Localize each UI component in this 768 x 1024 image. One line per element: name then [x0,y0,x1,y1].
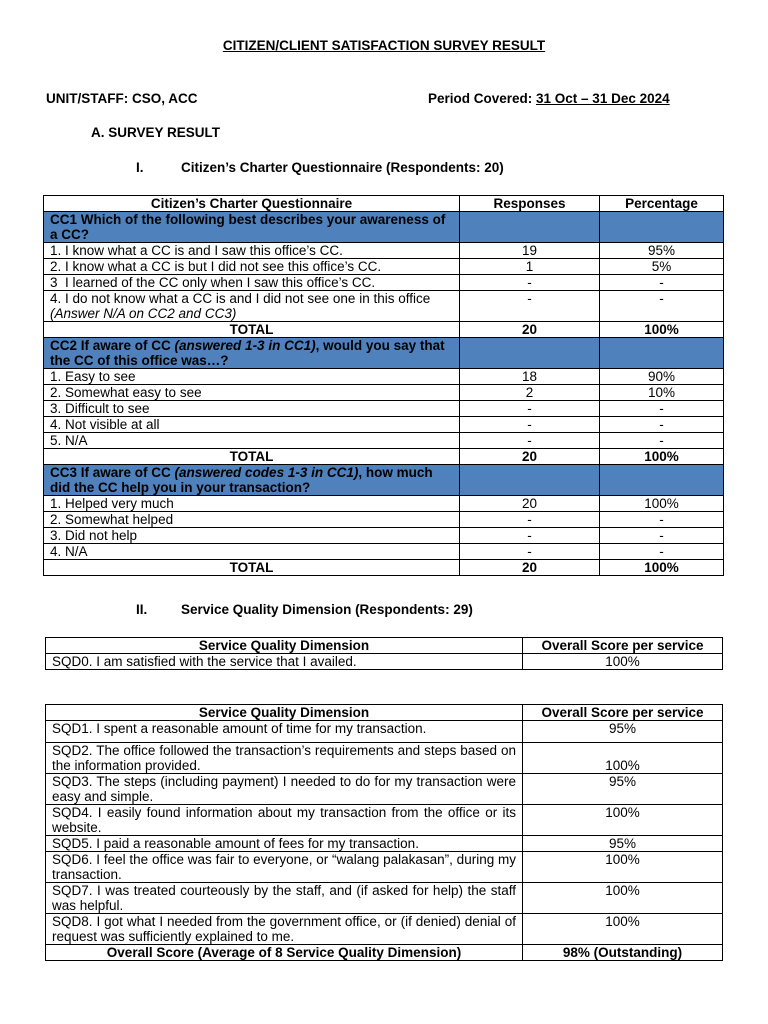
table-row [44,417,724,433]
cc2-q-italic: (answered 1-3 in CC1) [174,338,316,353]
cc3-total-row [44,560,724,576]
total-label: TOTAL [44,322,460,338]
row-percentage: 5% [600,259,724,275]
row-label: SQD1. I spent a reasonable amount of time for my transaction. [46,721,523,743]
cc2-question-row [44,338,724,369]
row-score: 95% [523,836,723,852]
page-title: CITIZEN/CLIENT SATISFACTION SURVEY RESULT [222,38,546,53]
row-percentage: 90% [600,369,724,385]
cc2-total-row [44,449,724,465]
table-row [44,512,724,528]
period-label: Period Covered: [428,91,537,106]
total-responses: 20 [460,322,600,338]
cc3-q-pre: CC3 If aware of CC [50,465,175,480]
row-responses: 2 [460,385,600,401]
row-label: SQD0. I am satisfied with the service that I availed. [46,654,523,670]
row-label: SQD2. The office followed the transaction’s requirements and steps based on the information provided. [46,743,523,774]
row-responses: - [460,291,600,322]
table-row [46,743,723,774]
table-row [44,243,724,259]
cc1-question: CC1 Which of the following best describes your awareness of a CC? [44,212,460,243]
table-row [46,805,723,836]
table-row [44,496,724,512]
row-responses: 1 [460,259,600,275]
table-row [44,385,724,401]
row-score: 100% [523,654,723,670]
part1-number: I. [136,160,144,175]
row-score: 100% [523,852,723,883]
row-percentage: - [600,544,724,560]
row-score: 100% [523,914,723,945]
row-percentage: - [600,512,724,528]
row-label-text: 4. I do not know what a CC is and I did not see one in this office [50,291,431,306]
part1-title: Citizen’s Charter Questionnaire (Respondents: 20) [181,160,504,175]
row-label: 2. Somewhat helped [44,512,460,528]
row-label: SQD7. I was treated courteously by the staff, and (if asked for help) the staff was helpful. [46,883,523,914]
row-responses: 19 [460,243,600,259]
unit-staff: UNIT/STAFF: CSO, ACC [46,91,198,106]
row-responses: - [460,544,600,560]
table-header-row [46,705,723,721]
table-row [46,883,723,914]
cc2-q-post: , would you say that the CC of this office was…? [50,338,445,368]
overall-label: Overall Score (Average of 8 Service Quality Dimension) [46,945,523,961]
table-row [44,433,724,449]
header-percentage: Percentage [600,196,724,212]
cc2-q-pre: CC2 If aware of CC [50,338,175,353]
row-percentage: - [600,275,724,291]
sqd-table [45,704,723,961]
row-label: 3. Difficult to see [44,401,460,417]
table-row [44,369,724,385]
total-percentage: 100% [600,322,724,338]
table-row [46,654,723,670]
total-percentage: 100% [600,449,724,465]
row-score: 95% [523,774,723,805]
cc3-q-post: , how much did the CC help you in your transaction? [50,465,433,495]
table-row [44,275,724,291]
cc3-question [44,465,460,496]
section-a-heading: A. SURVEY RESULT [91,125,221,140]
row-label: 4. Not visible at all [44,417,460,433]
row-label: 1. I know what a CC is and I saw this office’s CC. [44,243,460,259]
period-covered [428,91,670,106]
row-label: SQD4. I easily found information about my transaction from the office or its website. [46,805,523,836]
header-sqd: Service Quality Dimension [46,705,523,721]
row-responses: - [460,528,600,544]
row-responses: - [460,401,600,417]
cc3-q-italic: (answered codes 1-3 in CC1) [174,465,359,480]
total-responses: 20 [460,449,600,465]
header-responses: Responses [460,196,600,212]
row-label: 2. I know what a CC is but I did not see this office’s CC. [44,259,460,275]
total-percentage: 100% [600,560,724,576]
row-label: 4. N/A [44,544,460,560]
total-label: TOTAL [44,560,460,576]
header-questionnaire: Citizen’s Charter Questionnaire [44,196,460,212]
row-responses: 20 [460,496,600,512]
part2-title: Service Quality Dimension (Respondents: 29) [181,602,473,617]
sqd0-table [45,637,723,670]
table-row [46,914,723,945]
part2-heading [136,602,473,617]
table-row [46,774,723,805]
table-row [44,544,724,560]
row-percentage: - [600,433,724,449]
cc1-question-row [44,212,724,243]
row-percentage: - [600,291,724,322]
row-label: 5. N/A [44,433,460,449]
table-row [46,836,723,852]
row-label: 3. Did not help [44,528,460,544]
row-percentage: - [600,401,724,417]
total-label: TOTAL [44,449,460,465]
row-label: SQD5. I paid a reasonable amount of fees for my transaction. [46,836,523,852]
row-percentage: 95% [600,243,724,259]
row-percentage: 10% [600,385,724,401]
overall-score: 98% (Outstanding) [523,945,723,961]
row-label: SQD8. I got what I needed from the government office, or (if denied) denial of request was sufficiently explained to me. [46,914,523,945]
table-row [44,291,724,322]
table-row [44,528,724,544]
row-label: SQD3. The steps (including payment) I needed to do for my transaction were easy and simple. [46,774,523,805]
header-sqd: Service Quality Dimension [46,638,523,654]
header-score: Overall Score per service [523,638,723,654]
table-row [46,852,723,883]
cc-table [43,195,724,576]
row-responses: 18 [460,369,600,385]
row-label: 1. Helped very much [44,496,460,512]
row-percentage: - [600,417,724,433]
row-responses: - [460,512,600,528]
row-label [44,291,460,322]
cc3-question-row [44,465,724,496]
row-label: 3 I learned of the CC only when I saw this office’s CC. [44,275,460,291]
part2-number: II. [136,602,148,617]
table-row [44,401,724,417]
table-row [46,721,723,743]
period-value: 31 Oct – 31 Dec 2024 [536,91,670,106]
row-percentage: - [600,528,724,544]
row-percentage: 100% [600,496,724,512]
row-responses: - [460,417,600,433]
cc2-question [44,338,460,369]
row-label: 2. Somewhat easy to see [44,385,460,401]
total-responses: 20 [460,560,600,576]
table-header-row [44,196,724,212]
row-responses: - [460,275,600,291]
part1-heading [136,160,504,175]
row-label: 1. Easy to see [44,369,460,385]
cc1-total-row [44,322,724,338]
overall-score-row [46,945,723,961]
table-header-row [46,638,723,654]
row-score: 100% [523,743,723,774]
row-label-note: (Answer N/A on CC2 and CC3) [50,306,237,321]
header-score: Overall Score per service [523,705,723,721]
row-label: SQD6. I feel the office was fair to everyone, or “walang palakasan”, during my transaction. [46,852,523,883]
row-score: 100% [523,883,723,914]
table-row [44,259,724,275]
row-score: 95% [523,721,723,743]
row-responses: - [460,433,600,449]
row-score: 100% [523,805,723,836]
